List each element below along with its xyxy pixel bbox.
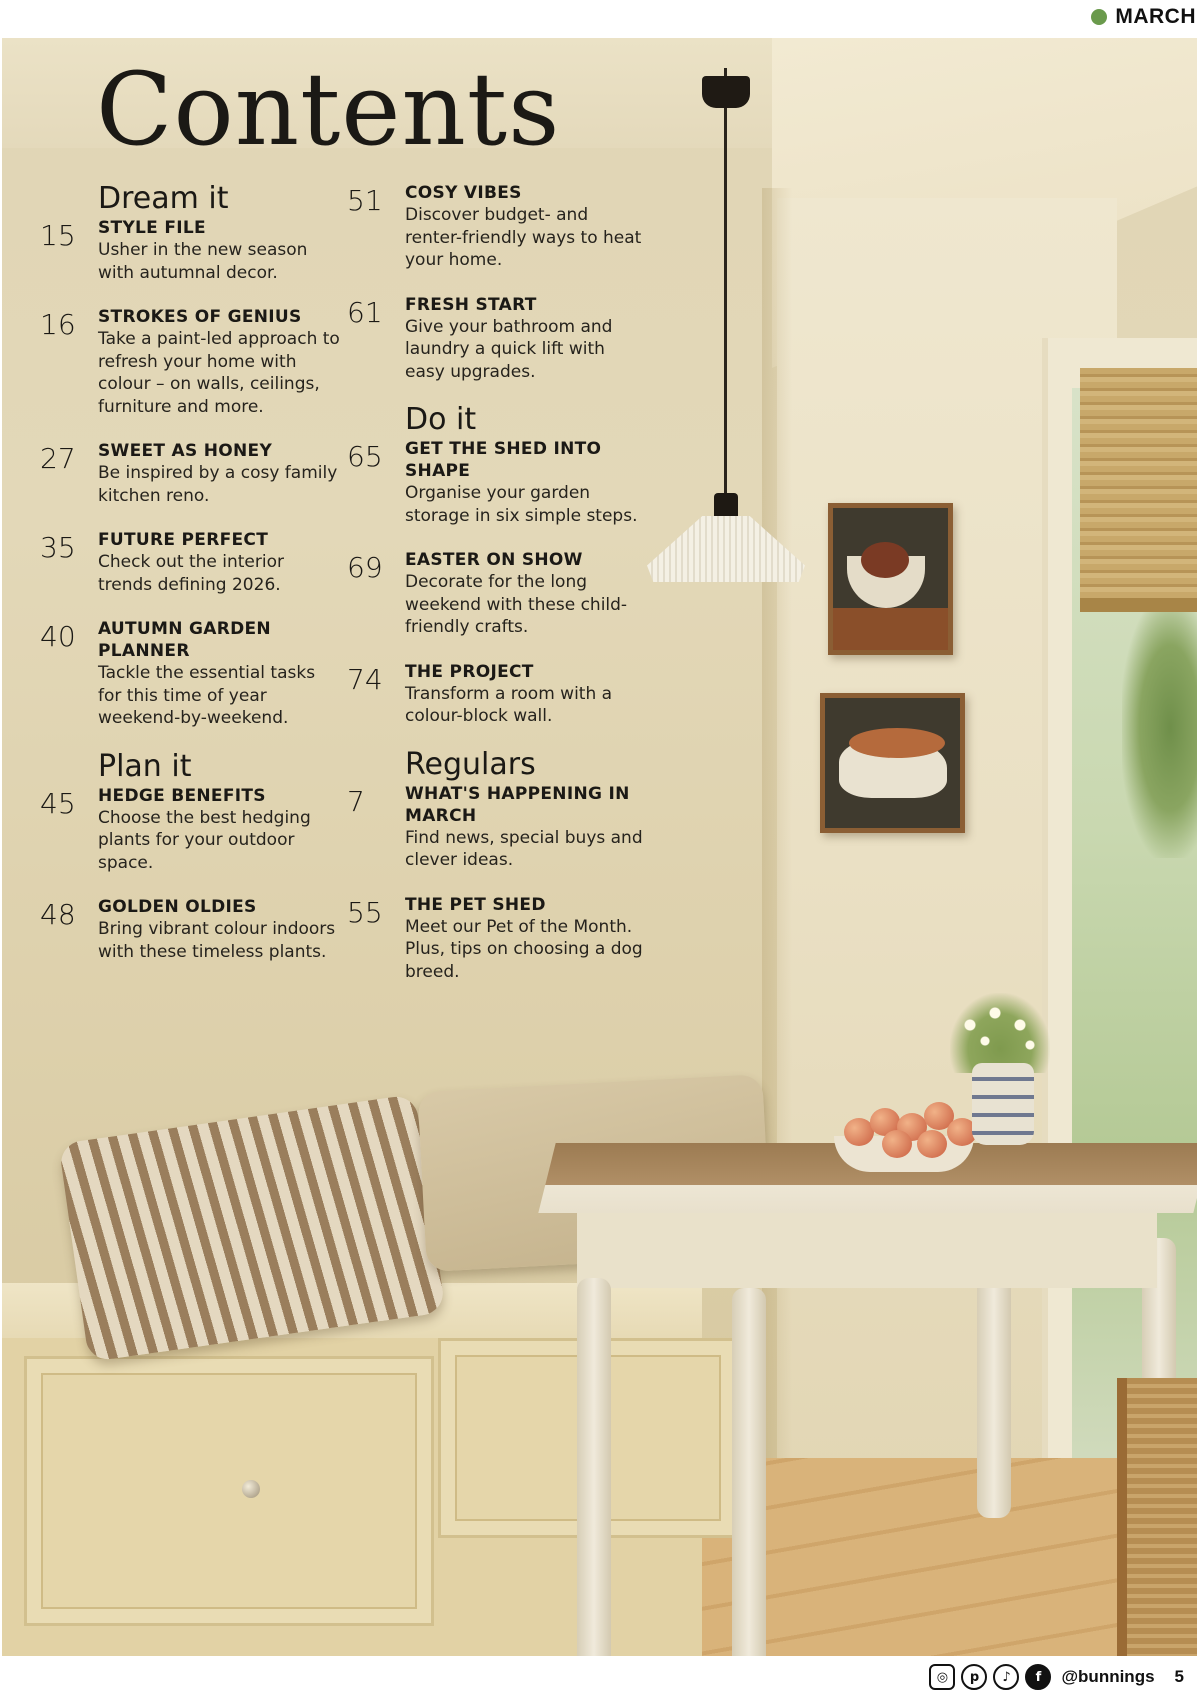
apple <box>917 1130 947 1158</box>
table-apron <box>577 1208 1157 1288</box>
contents-column-left <box>40 182 340 963</box>
entry-title: EASTER ON SHOW <box>405 550 583 570</box>
contents-section <box>347 748 647 984</box>
social-handle[interactable]: @bunnings <box>1061 1667 1155 1686</box>
page-footer <box>0 1656 1200 1704</box>
entry-description: Find news, special buys and clever ideas. <box>405 827 643 870</box>
entry-description: Bring vibrant colour indoors with these timeless plants. <box>98 919 336 962</box>
entry-page-number: 45 <box>40 786 76 820</box>
entry-title: STYLE FILE <box>98 218 206 238</box>
entry-body <box>98 217 340 284</box>
contents-entry[interactable] <box>347 894 647 984</box>
bamboo-blind-edge <box>1080 598 1197 612</box>
page-header <box>0 0 1200 38</box>
entry-page-number: 16 <box>40 308 76 341</box>
entry-title: WHAT'S HAPPENING IN MARCH <box>405 783 630 826</box>
contents-entry[interactable] <box>347 182 647 272</box>
daisy-bunch <box>950 993 1050 1073</box>
entry-title: COSY VIBES <box>405 183 522 203</box>
facebook-icon[interactable]: f <box>1025 1664 1051 1690</box>
entry-body <box>98 896 340 963</box>
entry-description: Organise your garden storage in six simple steps. <box>405 483 638 526</box>
painting-fruit <box>861 542 909 578</box>
entry-page-number: 7 <box>347 784 365 818</box>
entry-description: Decorate for the long weekend with these child-friendly crafts. <box>405 572 628 637</box>
entry-body <box>405 549 647 639</box>
still-life-painting-bowl <box>828 503 953 655</box>
entry-title: FRESH START <box>405 294 537 315</box>
entry-page-number: 74 <box>347 662 383 696</box>
contents-entry[interactable] <box>347 549 647 639</box>
pendant-ceiling-cap <box>702 76 750 108</box>
contents-entry[interactable] <box>347 661 647 728</box>
entry-description: Meet our Pet of the Month. Plus, tips on choosing a dog breed. <box>405 916 643 982</box>
entry-page-number: 69 <box>347 551 383 584</box>
contents-section <box>347 182 647 383</box>
pendant-cord <box>724 68 727 498</box>
bench-drawer-left <box>24 1356 434 1626</box>
instagram-icon[interactable]: ◎ <box>929 1664 955 1690</box>
contents-entry[interactable] <box>40 896 340 963</box>
contents-entry[interactable] <box>40 618 340 730</box>
month-dot-icon <box>1091 9 1107 25</box>
entry-title: STROKES OF GENIUS <box>98 307 302 327</box>
section-heading: Dream it <box>98 181 229 216</box>
entry-title: THE PET SHED <box>405 894 546 915</box>
contents-entry[interactable] <box>40 785 340 875</box>
entry-body <box>98 785 340 875</box>
entry-body <box>405 294 647 384</box>
entry-title: SWEET AS HONEY <box>98 441 273 461</box>
entry-body <box>98 529 340 596</box>
contents-section <box>40 182 340 730</box>
entry-body <box>405 783 647 872</box>
entry-description: Give your bathroom and laundry a quick lift with easy upgrades. <box>405 316 613 382</box>
page-number: 5 <box>1174 1667 1184 1686</box>
entry-description: Discover budget- and renter-friendly ways to heat your home. <box>405 205 642 270</box>
entry-page-number: 65 <box>347 440 383 473</box>
entry-page-number: 61 <box>347 295 383 329</box>
section-heading: Regulars <box>405 746 536 782</box>
entry-description: Usher in the new season with autumnal decor. <box>98 240 308 283</box>
entry-title: HEDGE BENEFITS <box>98 785 266 806</box>
entry-page-number: 27 <box>40 442 76 475</box>
entry-body <box>405 661 647 728</box>
entry-page-number: 51 <box>347 184 383 217</box>
bamboo-blind <box>1080 368 1197 608</box>
entry-description: Choose the best hedging plants for your outdoor space. <box>98 807 311 873</box>
section-heading: Plan it <box>98 748 192 784</box>
social-links <box>929 1664 1184 1690</box>
contents-section <box>40 750 340 964</box>
entry-body <box>405 182 647 272</box>
contents-entry[interactable] <box>40 306 340 418</box>
contents-entry[interactable] <box>347 294 647 384</box>
striped-jug-vase <box>972 1063 1034 1145</box>
contents-section <box>347 403 647 728</box>
table-leg <box>577 1278 611 1656</box>
tiktok-icon[interactable]: ♪ <box>993 1664 1019 1690</box>
section-heading: Do it <box>405 402 477 437</box>
entry-page-number: 15 <box>40 219 76 252</box>
contents-entry[interactable] <box>40 440 340 507</box>
entry-page-number: 55 <box>347 895 383 929</box>
entry-body <box>98 306 340 418</box>
table-leg <box>732 1288 766 1656</box>
page-title: Contents <box>96 51 561 168</box>
entry-title: AUTUMN GARDEN PLANNER <box>98 619 271 661</box>
contents-entry[interactable] <box>347 438 647 527</box>
table-leg <box>977 1268 1011 1518</box>
entry-title: THE PROJECT <box>405 661 534 682</box>
contents-entry[interactable] <box>40 529 340 596</box>
entry-title: FUTURE PERFECT <box>98 530 269 550</box>
contents-entry[interactable] <box>40 217 340 284</box>
entry-page-number: 40 <box>40 620 76 653</box>
entry-title: GET THE SHED INTO SHAPE <box>405 439 602 481</box>
month-label <box>1091 5 1196 29</box>
painting-table <box>833 608 948 650</box>
rush-chair <box>1117 1378 1197 1656</box>
painting-fish <box>849 728 945 758</box>
entry-body <box>405 894 647 984</box>
corner-shadow <box>762 188 792 1488</box>
entry-body <box>98 440 340 507</box>
entry-page-number: 35 <box>40 531 76 564</box>
pinterest-icon[interactable]: p <box>961 1664 987 1690</box>
entry-description: Take a paint-led approach to refresh your home with colour – on walls, ceilings, furniture and more. <box>98 329 340 417</box>
entry-title: GOLDEN OLDIES <box>98 897 257 917</box>
drawer-knob <box>242 1480 260 1498</box>
entry-body <box>405 438 647 527</box>
entry-description: Be inspired by a cosy family kitchen reno. <box>98 463 338 506</box>
entry-description: Transform a room with a colour-block wall. <box>405 683 613 726</box>
apple <box>882 1130 912 1158</box>
entry-page-number: 48 <box>40 898 76 931</box>
entry-description: Tackle the essential tasks for this time of year weekend-by-weekend. <box>98 663 316 728</box>
contents-entry[interactable] <box>347 783 647 872</box>
month-text: MARCH <box>1115 5 1196 28</box>
contents-column-right <box>347 182 647 983</box>
garden-foliage <box>1122 598 1197 858</box>
entry-description: Check out the interior trends defining 2026. <box>98 552 284 595</box>
still-life-painting-fish <box>820 693 965 833</box>
entry-body <box>98 618 340 730</box>
